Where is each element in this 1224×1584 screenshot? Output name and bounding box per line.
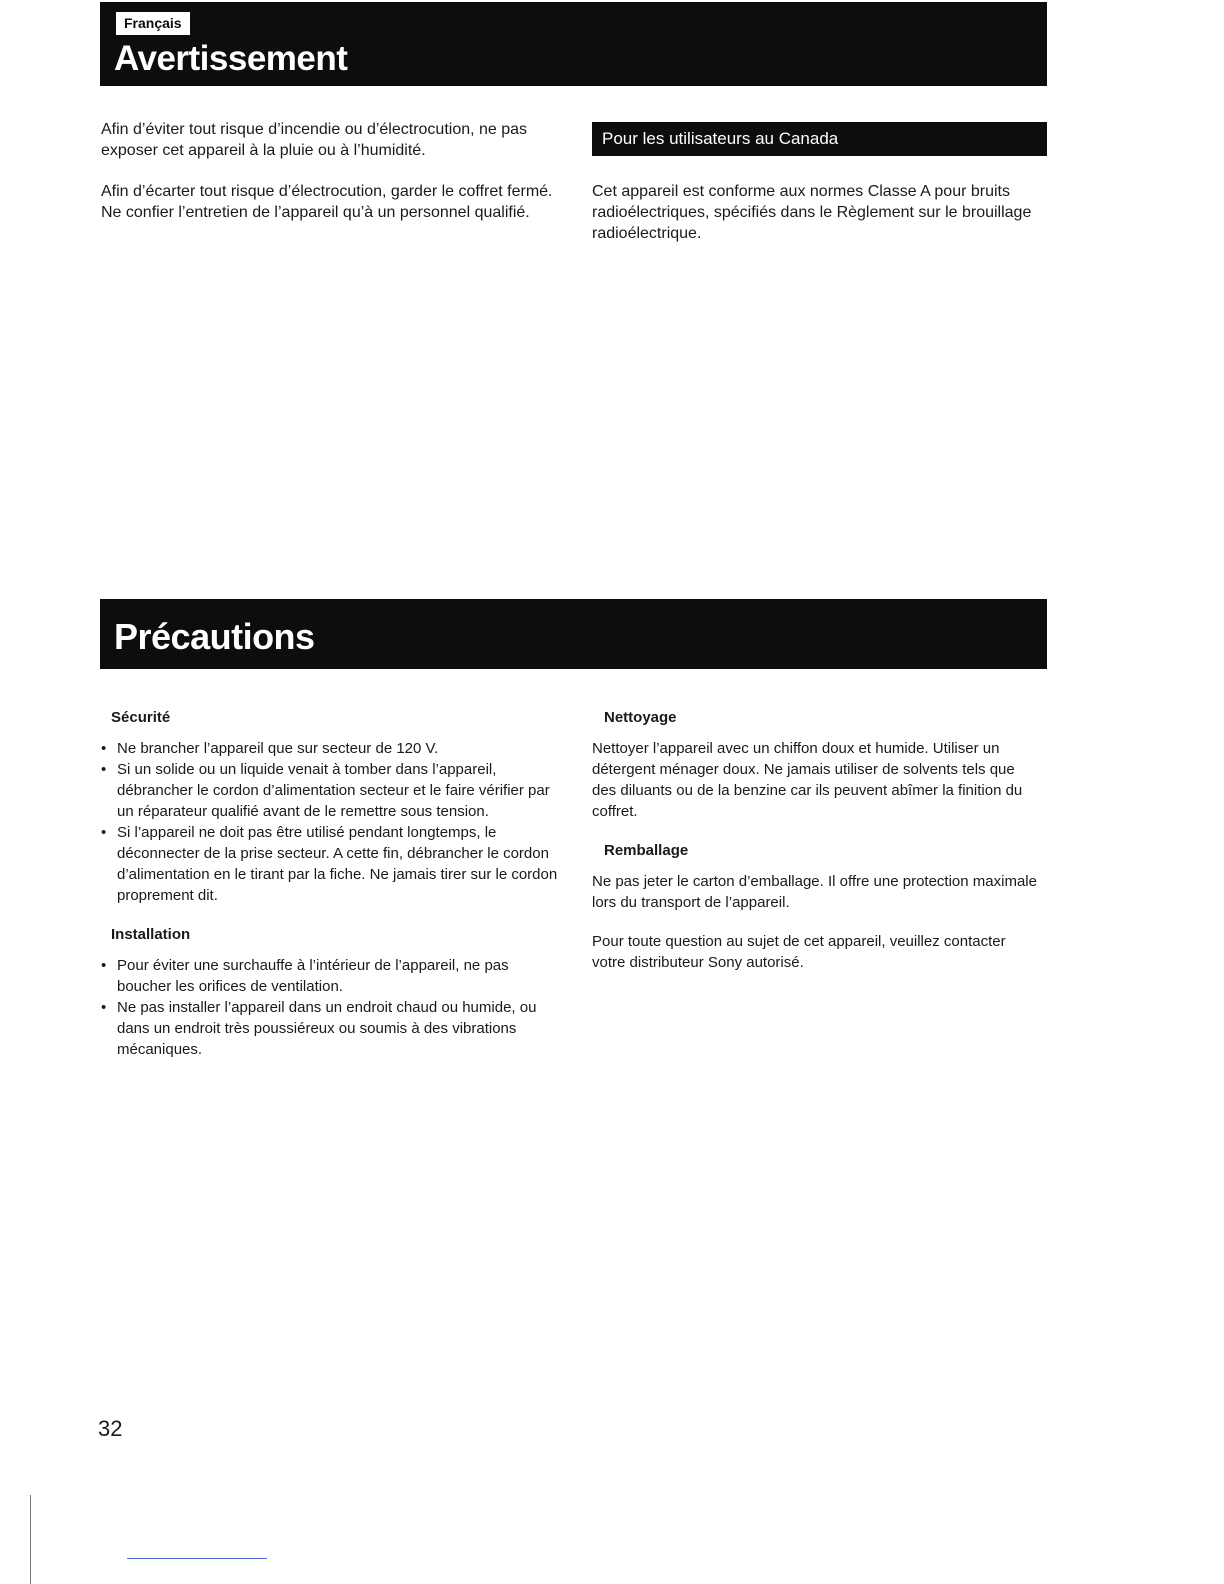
list-item: • Si un solide ou un liquide venait à tomber dans l’appareil, débrancher le cordon d’alimentation secteur et le faire vérifier par un réparateur qualifié avant de le remettre sous tension.: [101, 759, 561, 822]
precautions-right-column: [592, 707, 1042, 991]
securite-list: [101, 738, 561, 906]
nettoyage-text: Nettoyer l’appareil avec un chiffon doux et humide. Utiliser un détergent ménager doux. Ne jamais utiliser de solvents tels que des diluants ou de la benzine car ils peuvent abîmer la finition du coffret.: [592, 740, 1023, 820]
page-number: 32: [98, 1416, 123, 1441]
canada-text-block: [592, 181, 1042, 264]
installation-heading: Installation: [111, 926, 191, 943]
canada-text: Cet appareil est conforme aux normes Classe A pour bruits radioélectriques, spécifiés dans le Règlement sur le brouillage radioélectrique.: [592, 183, 1032, 242]
language-tab: Français: [116, 12, 190, 35]
list-item: • Ne pas installer l’appareil dans un endroit chaud ou humide, ou dans un endroit très poussiéreux ou soumis à des vibrations mécaniques.: [101, 997, 561, 1060]
precautions-header-band: [100, 599, 1047, 669]
canada-heading: Pour les utilisateurs au Canada: [592, 122, 1047, 156]
warning-text: [101, 119, 561, 243]
page-title: Avertissement: [114, 39, 348, 78]
list-item: • Si l’appareil ne doit pas être utilisé pendant longtemps, le déconnecter de la prise secteur. A cette fin, débrancher le cordon d’alimentation en le tirant par la fiche. Ne jamais tirer sur le cordon proprement dit.: [101, 822, 561, 906]
warning-paragraph: Afin d’éviter tout risque d’incendie ou d’électrocution, ne pas exposer cet appareil à la pluie ou à l’humidité.: [101, 121, 528, 159]
nettoyage-heading: Nettoyage: [604, 709, 677, 726]
contact-text: Pour toute question au sujet de cet appareil, veuillez contacter votre distributeur Sony autorisé.: [592, 933, 1006, 971]
list-item: • Pour éviter une surchauffe à l’intérieur de l’appareil, ne pas boucher les orifices de ventilation.: [101, 955, 561, 997]
securite-heading: Sécurité: [111, 709, 171, 726]
remballage-text: Ne pas jeter le carton d’emballage. Il offre une protection maximale lors du transport de l’appareil.: [592, 873, 1037, 911]
precautions-left-column: [101, 707, 561, 1078]
installation-list: [101, 955, 561, 1060]
margin-line: [30, 1495, 31, 1584]
precautions-title: Précautions: [114, 616, 315, 657]
warning-paragraph: Afin d’écarter tout risque d’électrocution, garder le coffret fermé. Ne confier l’entretien de l’appareil qu’à un personnel qualifié.: [101, 183, 553, 221]
footer-rule: [127, 1558, 267, 1559]
list-item: • Ne brancher l’appareil que sur secteur de 120 V.: [101, 738, 561, 759]
warning-header-band: [100, 2, 1047, 86]
remballage-heading: Remballage: [604, 842, 689, 859]
